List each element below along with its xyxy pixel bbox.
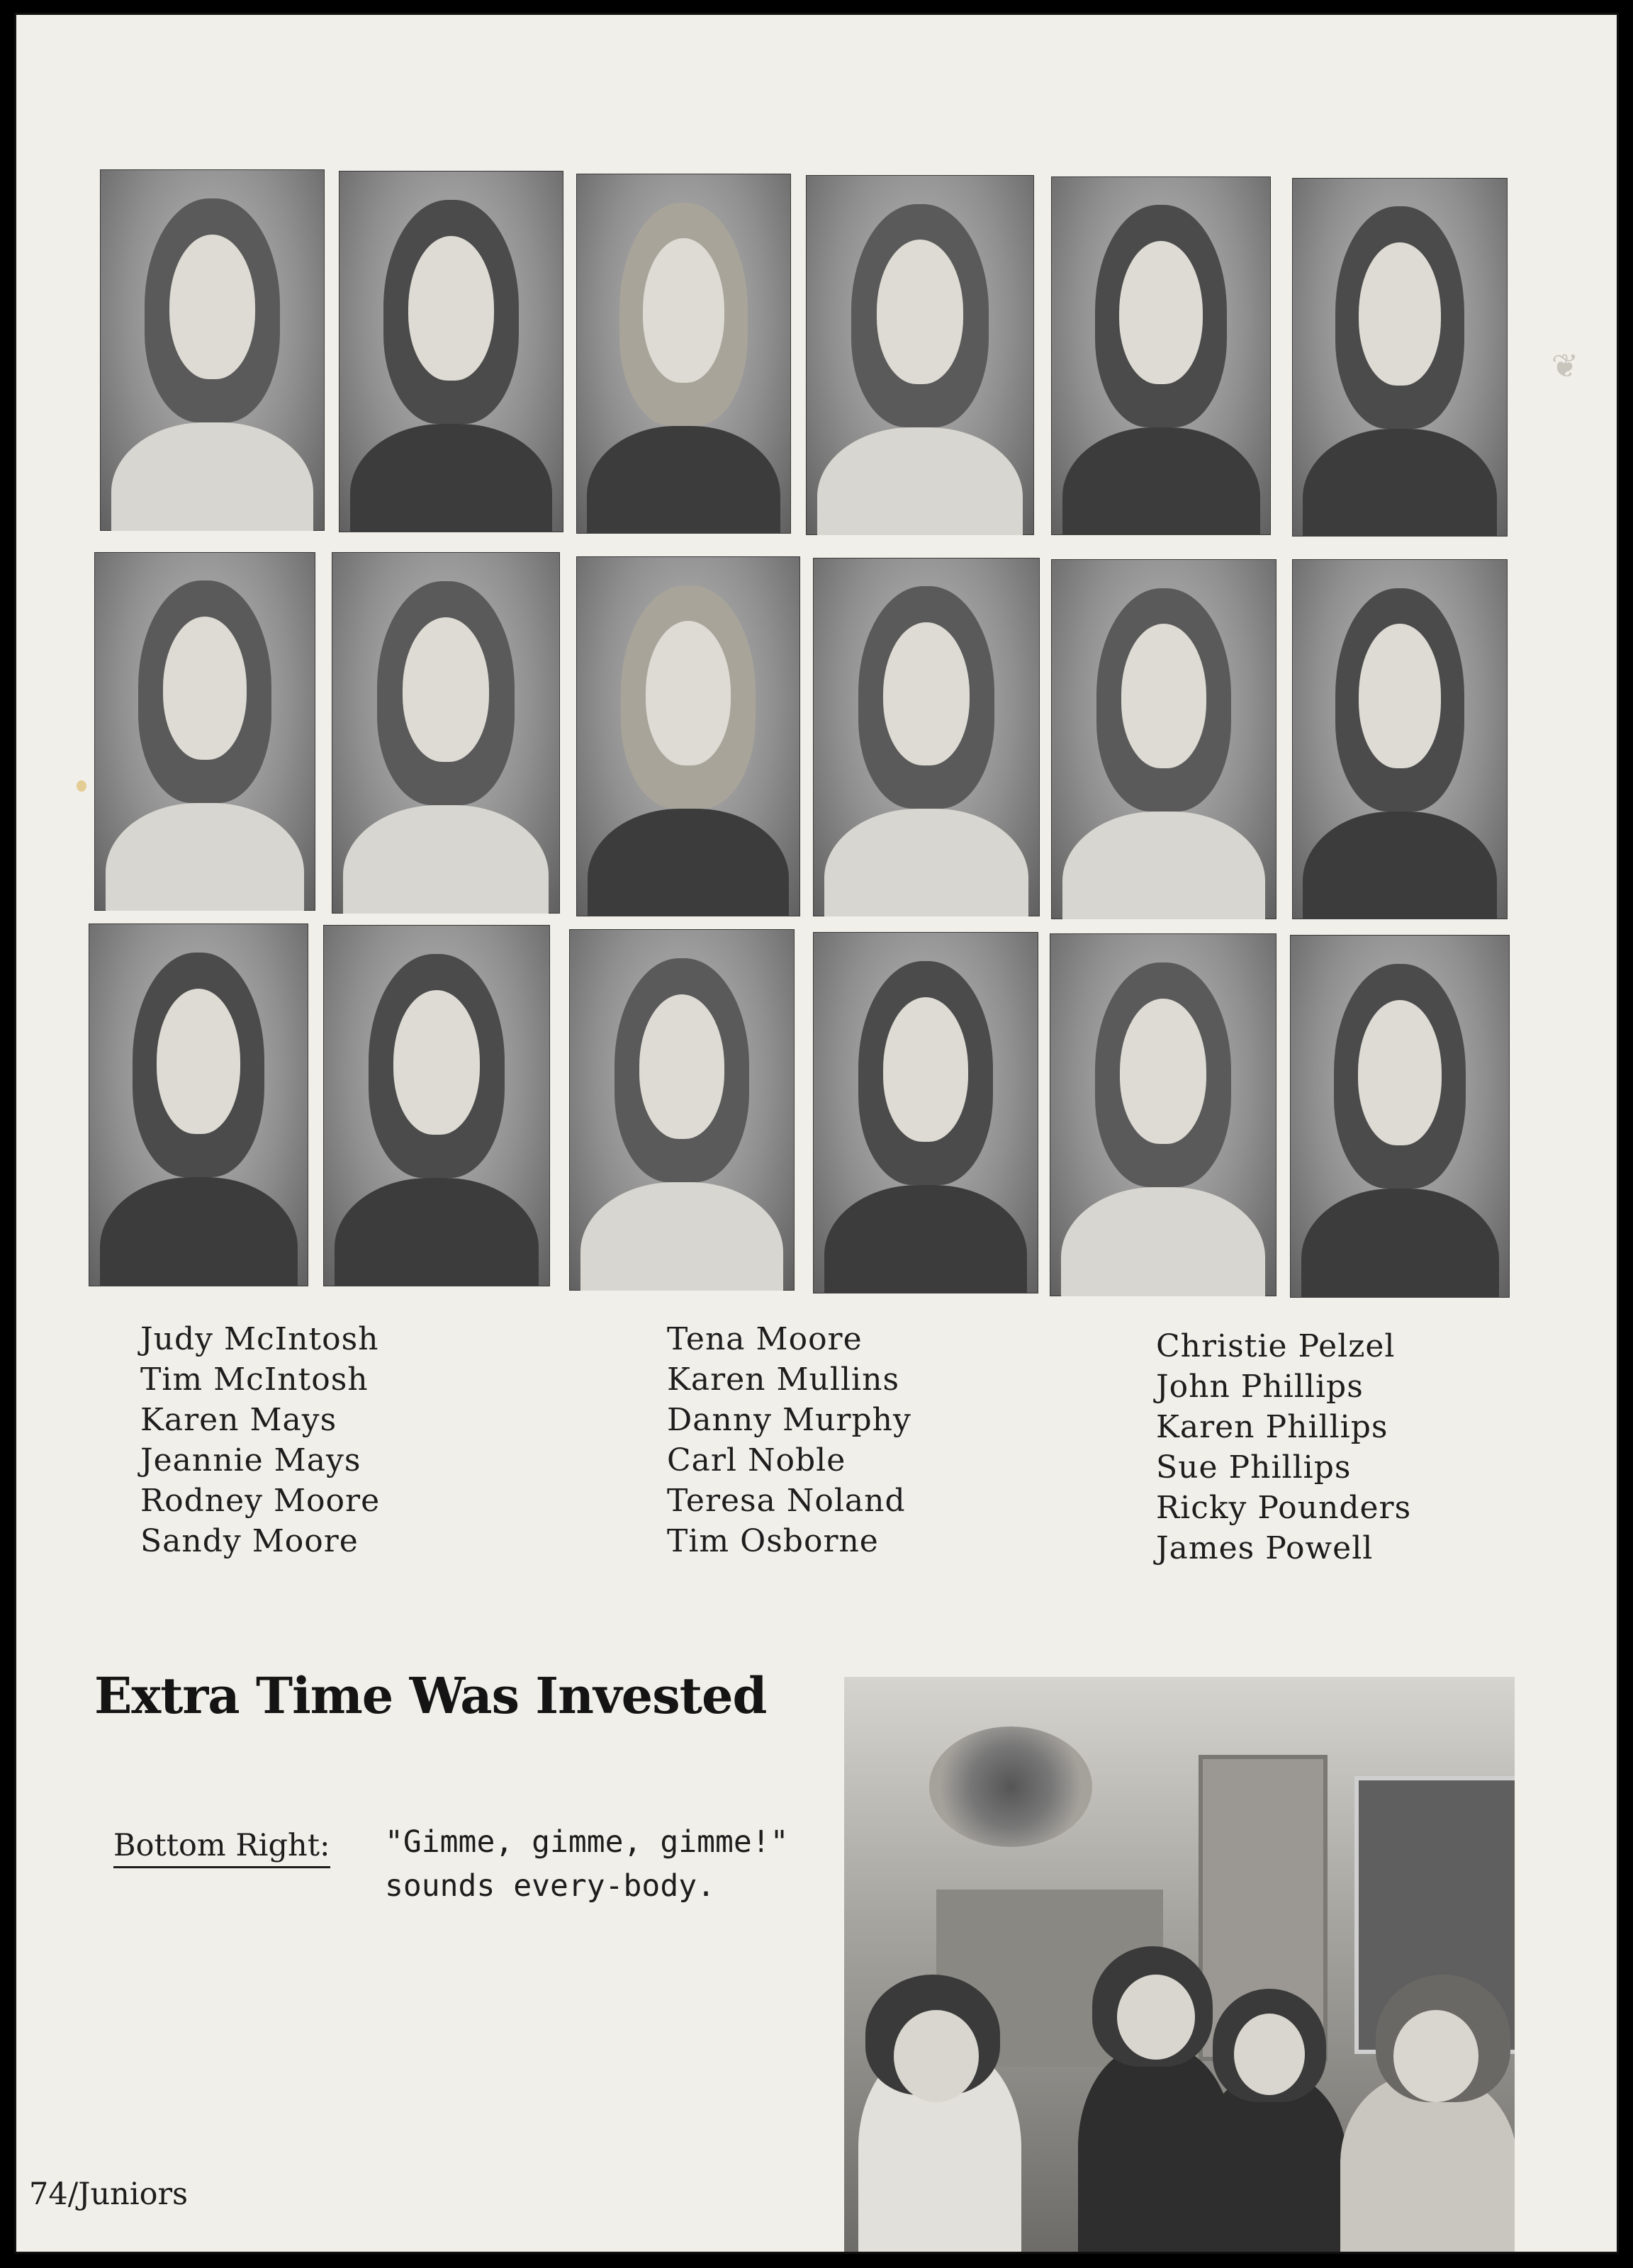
- portrait-karen-mullins: [332, 552, 560, 914]
- portrait-sue-phillips: [813, 932, 1038, 1293]
- portrait-danny-murphy: [576, 556, 800, 916]
- portrait-ricky-pounders: [1050, 933, 1276, 1296]
- name-entry: Rodney Moore: [140, 1483, 381, 1519]
- caption-text: "Gimme, gimme, gimme!" sounds every-body.: [385, 1824, 789, 1904]
- portrait-john-phillips: [323, 925, 550, 1286]
- name-entry: Jeannie Mays: [140, 1442, 361, 1478]
- paper-speck: [77, 780, 86, 792]
- name-entry: Sandy Moore: [140, 1523, 359, 1559]
- name-entry: Carl Noble: [667, 1442, 846, 1478]
- portrait-james-powell: [1290, 935, 1510, 1298]
- name-entry: Karen Mullins: [667, 1362, 900, 1398]
- name-entry: Tena Moore: [667, 1321, 863, 1357]
- name-entry: Christie Pelzel: [1156, 1328, 1396, 1364]
- name-entry: Tim McIntosh: [140, 1362, 369, 1398]
- name-entry: Teresa Noland: [667, 1483, 906, 1519]
- portrait-jeannie-mays: [806, 175, 1034, 535]
- name-entry: John Phillips: [1156, 1369, 1364, 1405]
- name-entry: Danny Murphy: [667, 1402, 911, 1438]
- portrait-karen-phillips: [569, 929, 795, 1291]
- section-heading: Extra Time Was Invested: [94, 1666, 767, 1725]
- portrait-christie-pelzel: [89, 924, 308, 1286]
- yearbook-page: [14, 13, 1619, 2254]
- caption-label: Bottom Right:: [113, 1828, 330, 1868]
- portrait-tena-moore: [94, 552, 315, 911]
- portrait-judy-mcintosh: [100, 169, 325, 531]
- portrait-tim-mcintosh: [339, 171, 563, 532]
- name-entry: Tim Osborne: [667, 1523, 879, 1559]
- classroom-group-photo: [844, 1677, 1515, 2254]
- portrait-tim-osborne: [1292, 559, 1508, 919]
- name-entry: Karen Mays: [140, 1402, 337, 1438]
- butterfly-decoration: [929, 1727, 1092, 1847]
- name-entry: Judy McIntosh: [140, 1321, 379, 1357]
- portrait-rodney-moore: [1051, 176, 1271, 535]
- page-folio: 74/Juniors: [29, 2177, 189, 2212]
- name-entry: Karen Phillips: [1156, 1409, 1388, 1445]
- name-entry: Sue Phillips: [1156, 1449, 1352, 1486]
- portrait-teresa-noland: [1051, 559, 1276, 919]
- name-list-right: [1156, 1326, 1411, 1568]
- portrait-sandy-moore: [1292, 178, 1508, 537]
- name-list-middle: [667, 1319, 911, 1561]
- leaf-icon: ❦: [1551, 347, 1579, 385]
- name-entry: James Powell: [1156, 1530, 1374, 1566]
- name-list-left: [140, 1319, 380, 1561]
- portrait-karen-mays: [576, 174, 791, 534]
- name-entry: Ricky Pounders: [1156, 1490, 1412, 1526]
- portrait-carl-noble: [813, 558, 1040, 916]
